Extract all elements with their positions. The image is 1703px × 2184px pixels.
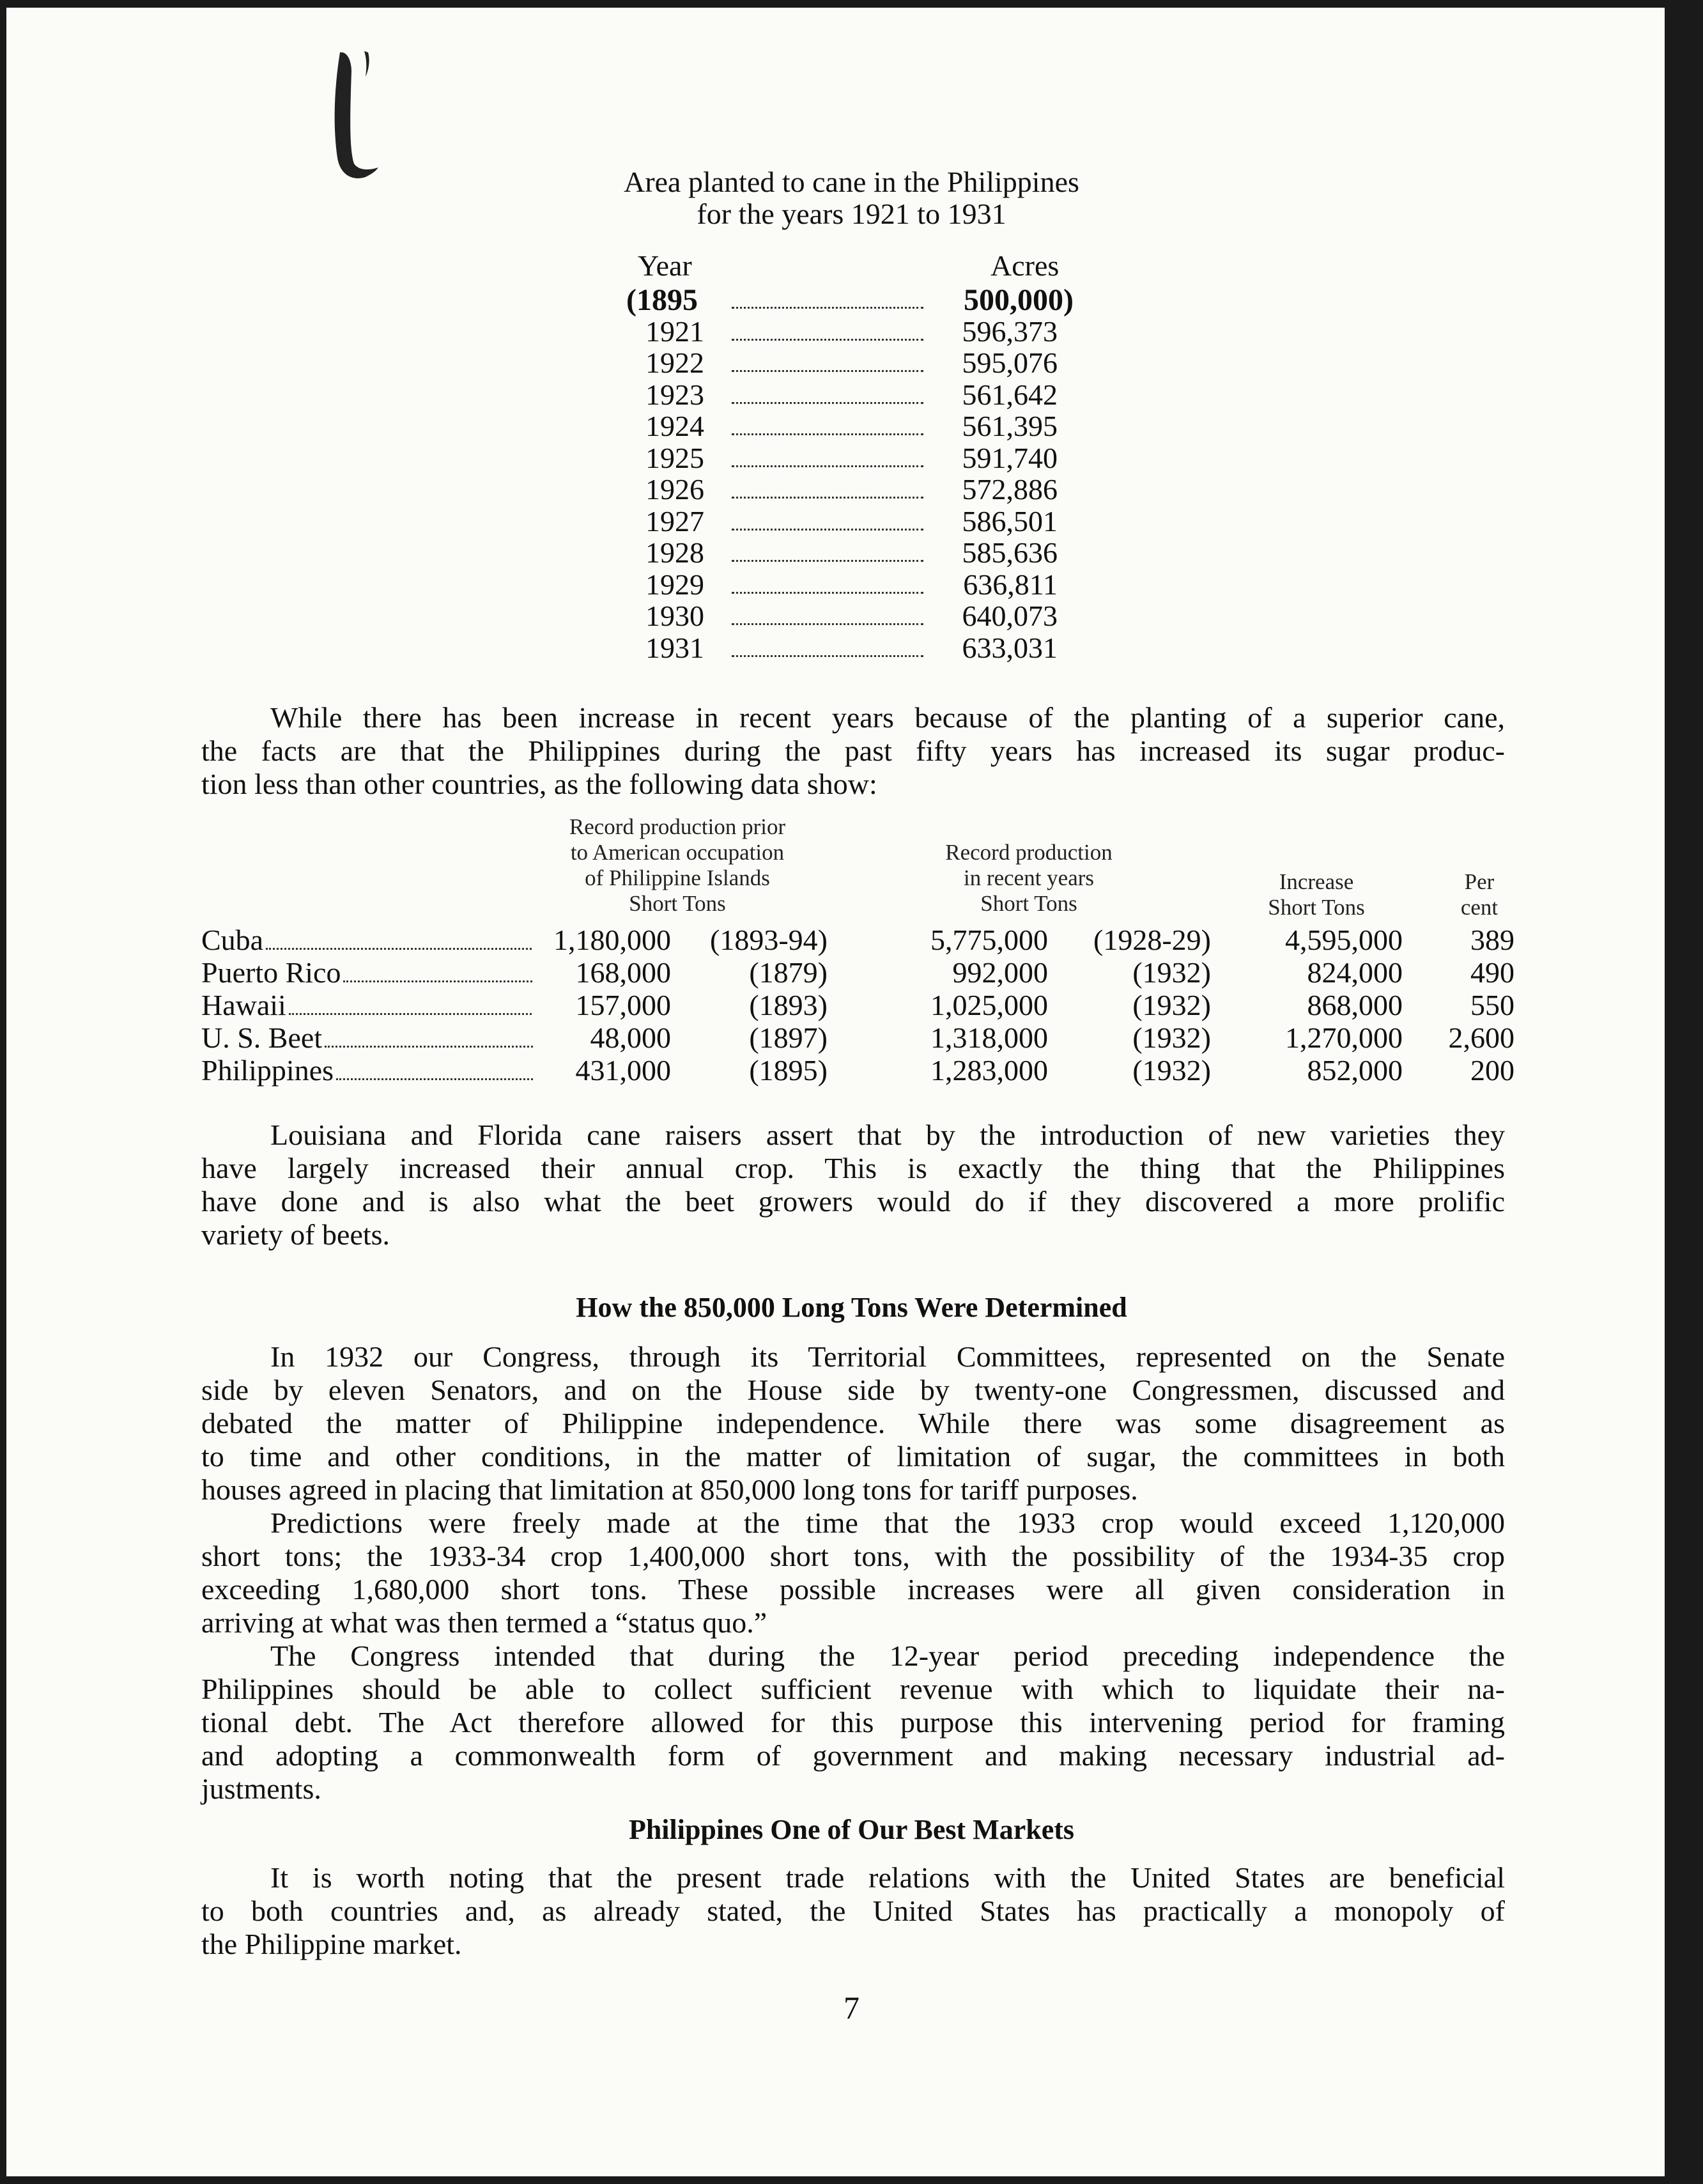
dot-leader [732, 560, 923, 562]
production-table-row [201, 988, 1518, 1021]
text-line: Predictions were freely made at the time that the 1933 crop would exceed 1,120,000 [270, 1506, 1505, 1539]
recent-year: (1932) [1132, 1021, 1211, 1054]
area-year: 1931 [645, 631, 704, 664]
area-acres: 596,373 [962, 314, 1058, 348]
country-name: Philippines [201, 1054, 334, 1087]
paragraph-congress [201, 1340, 1505, 1506]
dot-leader [732, 402, 923, 404]
text-line: While there has been increase in recent years because of the planting of a superior cane, [270, 701, 1505, 734]
percent-increase: 200 [1470, 1054, 1514, 1087]
text-line: justments. [201, 1772, 321, 1805]
area-table-row [626, 441, 1086, 473]
text-line: and adopting a commonwealth form of government and making necessary industrial ad- [201, 1739, 1505, 1772]
recent-year: (1932) [1132, 1054, 1211, 1087]
dot-leader [336, 1078, 534, 1080]
header-line: Short Tons [629, 891, 726, 916]
dot-leader [732, 655, 923, 657]
dot-leader [343, 980, 534, 982]
country-name: Cuba [201, 924, 264, 956]
percent-increase: 2,600 [1448, 1021, 1514, 1054]
dot-leader [732, 465, 923, 467]
area-table-row [626, 568, 1086, 600]
production-increase: 852,000 [1307, 1054, 1403, 1087]
section-heading-best-markets: Philippines One of Our Best Markets [628, 1814, 1075, 1845]
recent-year: (1932) [1132, 956, 1211, 989]
prior-year: (1879) [749, 956, 828, 989]
area-year: 1922 [645, 346, 704, 379]
text-line: exceeding 1,680,000 short tons. These possible increases were all given consideration in [201, 1573, 1505, 1606]
recent-year: (1928-29) [1093, 924, 1211, 956]
text-line: tional debt. The Act therefore allowed for this purpose this intervening period for framing [201, 1706, 1505, 1739]
country-cell [201, 988, 534, 1022]
area-acres: 633,031 [962, 631, 1058, 664]
dot-leader [732, 529, 923, 531]
percent-increase: 490 [1470, 956, 1514, 989]
area-col-year: Year [638, 249, 692, 282]
production-increase: 4,595,000 [1285, 924, 1403, 956]
prior-production: 1,180,000 [553, 924, 671, 956]
dot-leader [732, 307, 923, 309]
percent-increase: 550 [1470, 989, 1514, 1021]
production-table-row [201, 1053, 1518, 1087]
text-line: side by eleven Senators, and on the House side by twenty-one Congressmen, discussed and [201, 1374, 1505, 1406]
area-title-line2: for the years 1921 to 1931 [697, 197, 1006, 230]
area-col-acres: Acres [990, 249, 1060, 282]
production-increase: 824,000 [1307, 956, 1403, 989]
text-line: In 1932 our Congress, through its Territorial Committees, represented on the Senate [270, 1340, 1505, 1373]
area-year: 1927 [645, 504, 704, 538]
area-table-row [626, 409, 1086, 441]
header-line: Record production prior [569, 814, 786, 839]
area-acres: 585,636 [962, 536, 1058, 569]
prior-year: (1893-94) [710, 924, 828, 956]
dot-leader [325, 1046, 534, 1048]
country-name: Hawaii [201, 989, 286, 1021]
header-line: in recent years [963, 865, 1095, 890]
percent-increase: 389 [1470, 924, 1514, 956]
prior-year: (1893) [749, 989, 828, 1021]
country-name: Puerto Rico [201, 956, 341, 989]
recent-production: 5,775,000 [930, 924, 1048, 956]
production-increase: 1,270,000 [1285, 1021, 1403, 1054]
area-year: 1930 [645, 600, 704, 632]
text-line: to both countries and, as already stated, the United States has practically a monopoly of [201, 1894, 1505, 1927]
area-acres: 591,740 [962, 441, 1058, 474]
area-table-row [626, 504, 1086, 536]
ink-mark-icon [326, 46, 383, 187]
text-line: houses agreed in placing that limitation at 850,000 long tons for tariff purposes. [201, 1473, 1138, 1506]
header-line: Record production [945, 840, 1113, 865]
prior-year: (1897) [749, 1021, 828, 1054]
document-page [6, 8, 1665, 2176]
text-line: variety of beets. [201, 1218, 390, 1251]
country-cell [201, 923, 534, 957]
text-line: arriving at what was then termed a “status quo.” [201, 1606, 767, 1639]
prior-year: (1895) [749, 1054, 828, 1087]
text-line: the Philippine market. [201, 1928, 462, 1960]
header-line: of Philippine Islands [585, 865, 770, 890]
area-acres: 636,811 [963, 568, 1058, 601]
recent-production: 1,283,000 [930, 1054, 1048, 1087]
text-line: Philippines should be able to collect sufficient revenue with which to liquidate their na- [201, 1673, 1505, 1705]
page-number: 7 [844, 1990, 859, 2025]
area-year: 1928 [645, 536, 704, 569]
header-line: Short Tons [980, 891, 1077, 916]
recent-production: 1,025,000 [930, 989, 1048, 1021]
area-acres: 572,886 [962, 473, 1058, 506]
header-prior-production [518, 814, 837, 917]
paragraph-louisiana [201, 1119, 1505, 1251]
area-acres: 640,073 [962, 600, 1058, 632]
prior-production: 431,000 [575, 1054, 671, 1087]
area-acres: 500,000) [964, 283, 1074, 317]
header-recent-production [869, 840, 1189, 917]
area-table-row [626, 599, 1086, 631]
country-cell [201, 1021, 534, 1055]
area-table-row [626, 314, 1086, 346]
area-table-title [6, 166, 1665, 230]
dot-leader [732, 370, 923, 372]
area-year: 1923 [645, 378, 704, 411]
recent-production: 1,318,000 [930, 1021, 1048, 1054]
paragraph-predictions [201, 1506, 1505, 1639]
header-increase [1221, 869, 1412, 920]
recent-production: 992,000 [952, 956, 1048, 989]
dot-leader [732, 339, 923, 341]
dot-leader [732, 497, 923, 499]
prior-production: 48,000 [590, 1021, 671, 1054]
text-line: Louisiana and Florida cane raisers assert that by the introduction of new varieties they [270, 1119, 1505, 1151]
header-line: Per [1464, 869, 1495, 894]
text-line: the facts are that the Philippines during the past fifty years has increased its sugar produc- [201, 734, 1505, 767]
paragraph-trade [201, 1861, 1505, 1961]
paragraph-intent [201, 1639, 1505, 1806]
area-table-row [626, 378, 1086, 410]
text-line: tion less than other countries, as the following data show: [201, 768, 877, 800]
text-line: have done and is also what the beet growers would do if they discovered a more prolific [201, 1185, 1505, 1218]
production-increase: 868,000 [1307, 989, 1403, 1021]
area-table-row [626, 472, 1086, 504]
header-line: Increase [1279, 869, 1354, 894]
country-cell [201, 1053, 534, 1087]
area-table-row [626, 283, 1086, 317]
dot-leader [732, 433, 923, 435]
production-table-row [201, 1021, 1518, 1054]
area-year: 1929 [645, 568, 704, 601]
dot-leader [732, 592, 923, 594]
area-year: 1921 [645, 314, 704, 348]
section-heading-long-tons: How the 850,000 Long Tons Were Determined [576, 1292, 1127, 1323]
area-year: 1924 [645, 410, 704, 442]
text-line: The Congress intended that during the 12-year period preceding independence the [270, 1639, 1505, 1672]
area-table-row [626, 346, 1086, 378]
country-cell [201, 956, 534, 989]
area-table-row [626, 536, 1086, 568]
dot-leader [266, 948, 534, 950]
text-line: to time and other conditions, in the matter of limitation of sugar, the committees in both [201, 1440, 1505, 1473]
country-name: U. S. Beet [201, 1021, 323, 1054]
recent-year: (1932) [1132, 989, 1211, 1021]
header-line: Short Tons [1268, 895, 1365, 920]
dot-leader [732, 623, 923, 625]
header-line: to American occupation [570, 840, 785, 865]
area-acres: 595,076 [962, 346, 1058, 379]
area-year: 1925 [645, 441, 704, 474]
prior-production: 168,000 [575, 956, 671, 989]
area-table-row [626, 631, 1086, 663]
area-year: (1895 [626, 283, 698, 317]
area-year: 1926 [645, 473, 704, 506]
paragraph-increase [201, 701, 1505, 801]
dot-leader [289, 1013, 534, 1015]
production-table-row [201, 956, 1518, 989]
header-line: cent [1460, 895, 1499, 920]
text-line: debated the matter of Philippine independence. While there was some disagreement as [201, 1407, 1505, 1439]
area-title-line1: Area planted to cane in the Philippines [624, 166, 1079, 198]
area-acres: 586,501 [962, 504, 1058, 538]
production-table-row [201, 923, 1518, 956]
text-line: It is worth noting that the present trade relations with the United States are beneficial [270, 1861, 1505, 1894]
header-percent [1431, 869, 1527, 920]
prior-production: 157,000 [575, 989, 671, 1021]
text-line: have largely increased their annual crop. This is exactly the thing that the Philippines [201, 1152, 1505, 1184]
text-line: short tons; the 1933-34 crop 1,400,000 short tons, with the possibility of the 1934-35 crop [201, 1540, 1505, 1572]
area-acres: 561,395 [962, 410, 1058, 442]
area-acres: 561,642 [962, 378, 1058, 411]
